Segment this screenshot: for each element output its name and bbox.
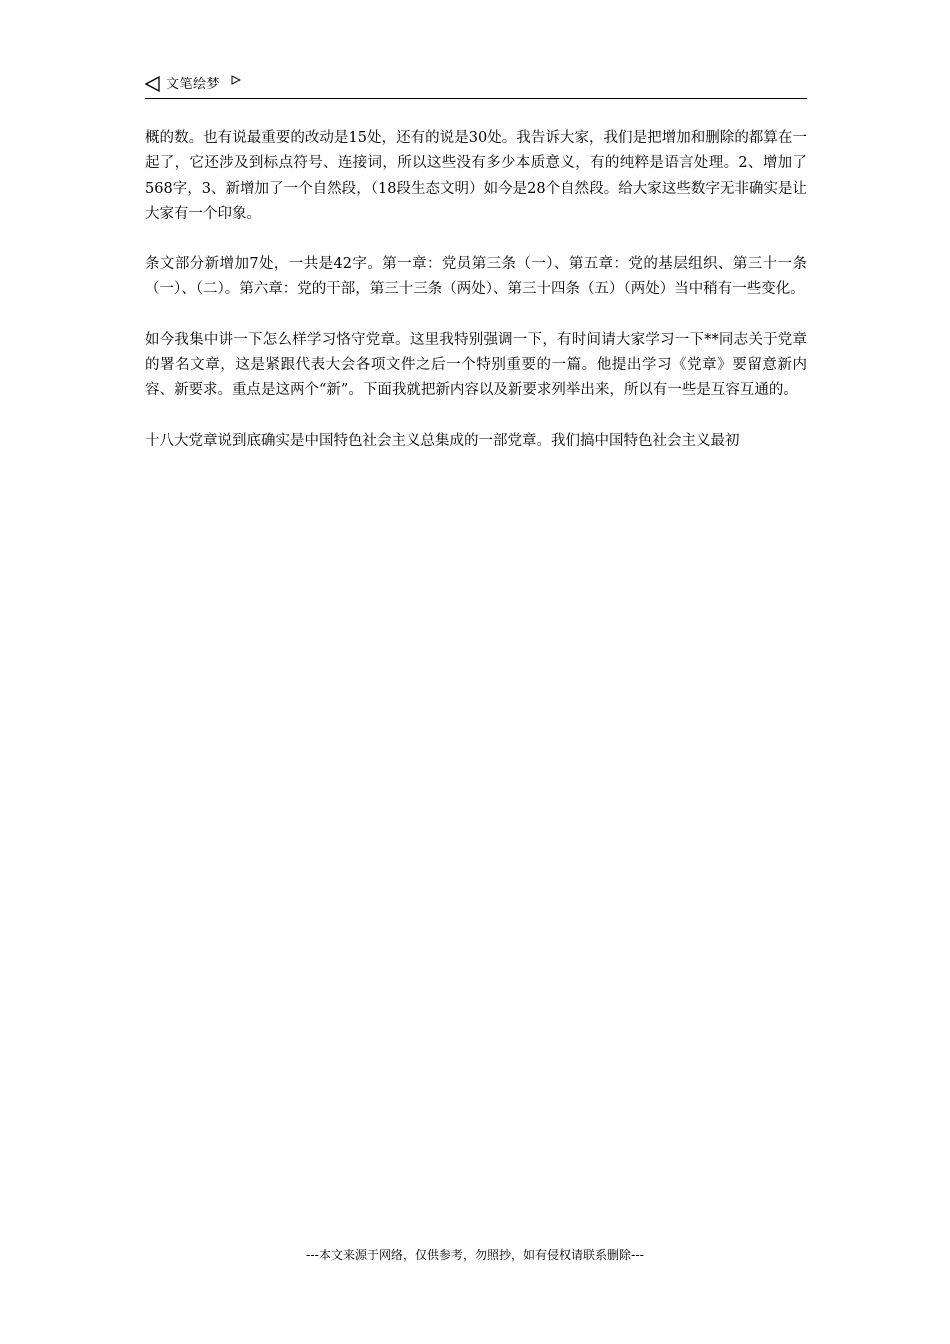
page-header — [145, 72, 807, 99]
paragraph-4: 十八大党章说到底确实是中国特色社会主义总集成的一部党章。我们搞中国特色社会主义最初 — [145, 432, 740, 449]
triangle-right-icon — [231, 75, 241, 85]
paragraph-3: 如今我集中讲一下怎么样学习恪守党章。这里我特别强调一下，有时间请大家学习一下**同志关于党章的署名文章，这是紧跟代表大会各项文件之后一个特别重要的一篇。他提出学习《党章》要留意新内容、新要求。重点是这两个“新”。下面我就把新内容以及新要求列举出来，所以有一些是互容互通的。 — [145, 331, 807, 399]
footer-notice: ---本文来源于网络，仅供参考，勿照抄，如有侵权请联系删除--- — [306, 1248, 644, 1262]
document-body — [145, 126, 807, 479]
paragraph-1: 概的数。也有说最重要的改动是15处，还有的说是30处。我告诉大家，我们是把增加和删除的都算在一起了，它还涉及到标点符号、连接词，所以这些没有多少本质意义，有的纯粹是语言处理。2、增加了568字，3、新增加了一个自然段，（18段生态文明）如今是28个自然段。给大家这些数字无非确实是让大家有一个印象。 — [145, 130, 807, 222]
paragraph-2: 条文部分新增加7处，一共是42字。第一章：党员第三条（一）、第五章：党的基层组织、第三十一条（一）、（二）。第六章：党的干部，第三十三条（两处）、第三十四条（五）（两处）当中稍有一些变化。 — [145, 256, 807, 298]
header-brand: 文笔绘梦 — [166, 77, 221, 92]
triangle-left-icon — [145, 76, 161, 92]
